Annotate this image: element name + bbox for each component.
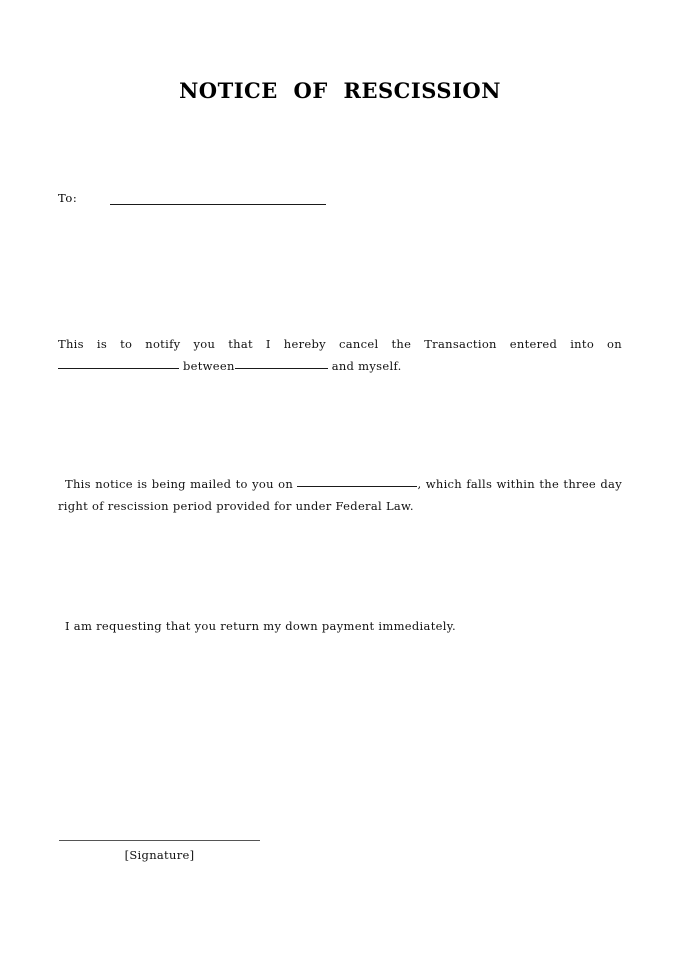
cancellation-line-2 <box>58 355 622 377</box>
recipient-row <box>58 192 326 205</box>
counterparty-blank[interactable] <box>235 357 328 369</box>
mailing-text-before-blank: This notice is being mailed to you on <box>65 477 294 491</box>
mailing-line-2: right of rescission period provided for under Federal Law. <box>58 499 414 513</box>
mailing-line-1 <box>58 473 622 495</box>
transaction-date-blank[interactable] <box>58 357 179 369</box>
signature-line[interactable] <box>59 840 260 841</box>
mailing-text-after-blank: , which falls within the three day <box>417 477 622 491</box>
cancellation-line-1: This is to notify you that I hereby cancel the Transaction entered into on <box>58 337 622 351</box>
paragraph-cancellation-notice <box>58 333 622 377</box>
page-title: NOTICE OF RESCISSION <box>179 78 501 103</box>
signature-label: [Signature] <box>124 848 195 862</box>
signature-block <box>59 840 260 862</box>
cancellation-segment-between: between <box>182 359 235 373</box>
paragraph-mailing-date-notice <box>58 473 622 517</box>
mailing-date-blank[interactable] <box>297 475 417 487</box>
recipient-label: To: <box>58 190 78 205</box>
recipient-blank-field[interactable] <box>110 192 326 205</box>
paragraph-refund-request <box>58 615 622 637</box>
cancellation-segment-myself: and myself. <box>331 359 402 373</box>
refund-request-text: I am requesting that you return my down payment immediately. <box>65 619 456 633</box>
